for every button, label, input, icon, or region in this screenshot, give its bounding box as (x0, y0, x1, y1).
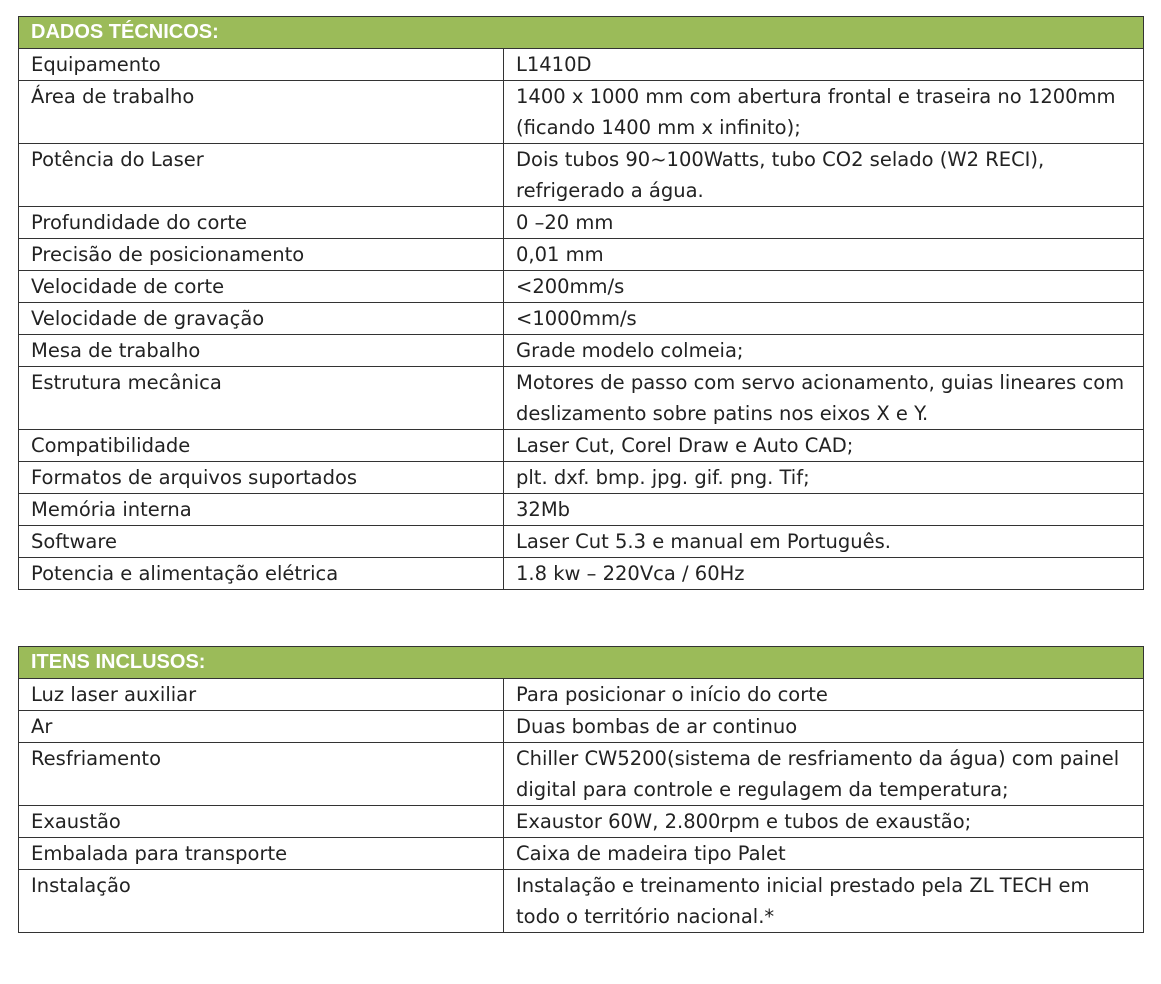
spec-label: Compatibilidade (19, 430, 504, 462)
item-value: Duas bombas de ar continuo (504, 711, 1144, 743)
dados-tecnicos-table (18, 16, 1144, 590)
spec-value: Grade modelo colmeia; (504, 335, 1144, 367)
table-row (19, 49, 1144, 81)
item-value: Exaustor 60W, 2.800rpm e tubos de exaustão; (504, 806, 1144, 838)
spec-label: Velocidade de gravação (19, 303, 504, 335)
item-label: Luz laser auxiliar (19, 679, 504, 711)
spec-label: Equipamento (19, 49, 504, 81)
item-value: Chiller CW5200(sistema de resfriamento da água) com painel digital para controle e regulagem da temperatura; (504, 743, 1144, 806)
item-label: Exaustão (19, 806, 504, 838)
spec-label: Estrutura mecânica (19, 367, 504, 430)
spec-value: 32Mb (504, 494, 1144, 526)
spec-label: Velocidade de corte (19, 271, 504, 303)
itens-inclusos-table (18, 646, 1144, 933)
table-row (19, 870, 1144, 933)
table-row (19, 335, 1144, 367)
item-label: Instalação (19, 870, 504, 933)
dados-tecnicos-header-row (19, 17, 1144, 49)
spec-label: Precisão de posicionamento (19, 239, 504, 271)
table-row (19, 81, 1144, 144)
spec-label: Potência do Laser (19, 144, 504, 207)
table-row (19, 558, 1144, 590)
dados-tecnicos-header: DADOS TÉCNICOS: (19, 17, 1144, 49)
spec-value: <1000mm/s (504, 303, 1144, 335)
table-row (19, 367, 1144, 430)
table-row (19, 806, 1144, 838)
table-row (19, 303, 1144, 335)
table-row (19, 239, 1144, 271)
table-row (19, 743, 1144, 806)
table-row (19, 526, 1144, 558)
spec-label: Mesa de trabalho (19, 335, 504, 367)
item-label: Embalada para transporte (19, 838, 504, 870)
table-row (19, 271, 1144, 303)
table-row (19, 838, 1144, 870)
itens-inclusos-header: ITENS INCLUSOS: (19, 647, 1144, 679)
spec-label: Software (19, 526, 504, 558)
spec-value: Motores de passo com servo acionamento, guias lineares com deslizamento sobre patins nos eixos X e Y. (504, 367, 1144, 430)
spec-value: Laser Cut, Corel Draw e Auto CAD; (504, 430, 1144, 462)
table-row (19, 207, 1144, 239)
table-row (19, 494, 1144, 526)
spec-label: Profundidade do corte (19, 207, 504, 239)
spec-label: Memória interna (19, 494, 504, 526)
table-row (19, 711, 1144, 743)
spec-value: Dois tubos 90~100Watts, tubo CO2 selado (W2 RECI), refrigerado a água. (504, 144, 1144, 207)
spec-label: Potencia e alimentação elétrica (19, 558, 504, 590)
spec-value: 1.8 kw – 220Vca / 60Hz (504, 558, 1144, 590)
spec-label: Formatos de arquivos suportados (19, 462, 504, 494)
spec-value: <200mm/s (504, 271, 1144, 303)
spec-value: 0 –20 mm (504, 207, 1144, 239)
item-value: Para posicionar o início do corte (504, 679, 1144, 711)
table-row (19, 679, 1144, 711)
table-row (19, 430, 1144, 462)
item-value: Caixa de madeira tipo Palet (504, 838, 1144, 870)
spec-label: Área de trabalho (19, 81, 504, 144)
table-row (19, 462, 1144, 494)
spec-value: 0,01 mm (504, 239, 1144, 271)
spec-value: Laser Cut 5.3 e manual em Português. (504, 526, 1144, 558)
item-value: Instalação e treinamento inicial prestado pela ZL TECH em todo o território nacional.* (504, 870, 1144, 933)
itens-inclusos-header-row (19, 647, 1144, 679)
table-row (19, 144, 1144, 207)
spec-value: plt. dxf. bmp. jpg. gif. png. Tif; (504, 462, 1144, 494)
item-label: Resfriamento (19, 743, 504, 806)
spec-value: 1400 x 1000 mm com abertura frontal e traseira no 1200mm (ficando 1400 mm x infinito); (504, 81, 1144, 144)
spec-value: L1410D (504, 49, 1144, 81)
item-label: Ar (19, 711, 504, 743)
